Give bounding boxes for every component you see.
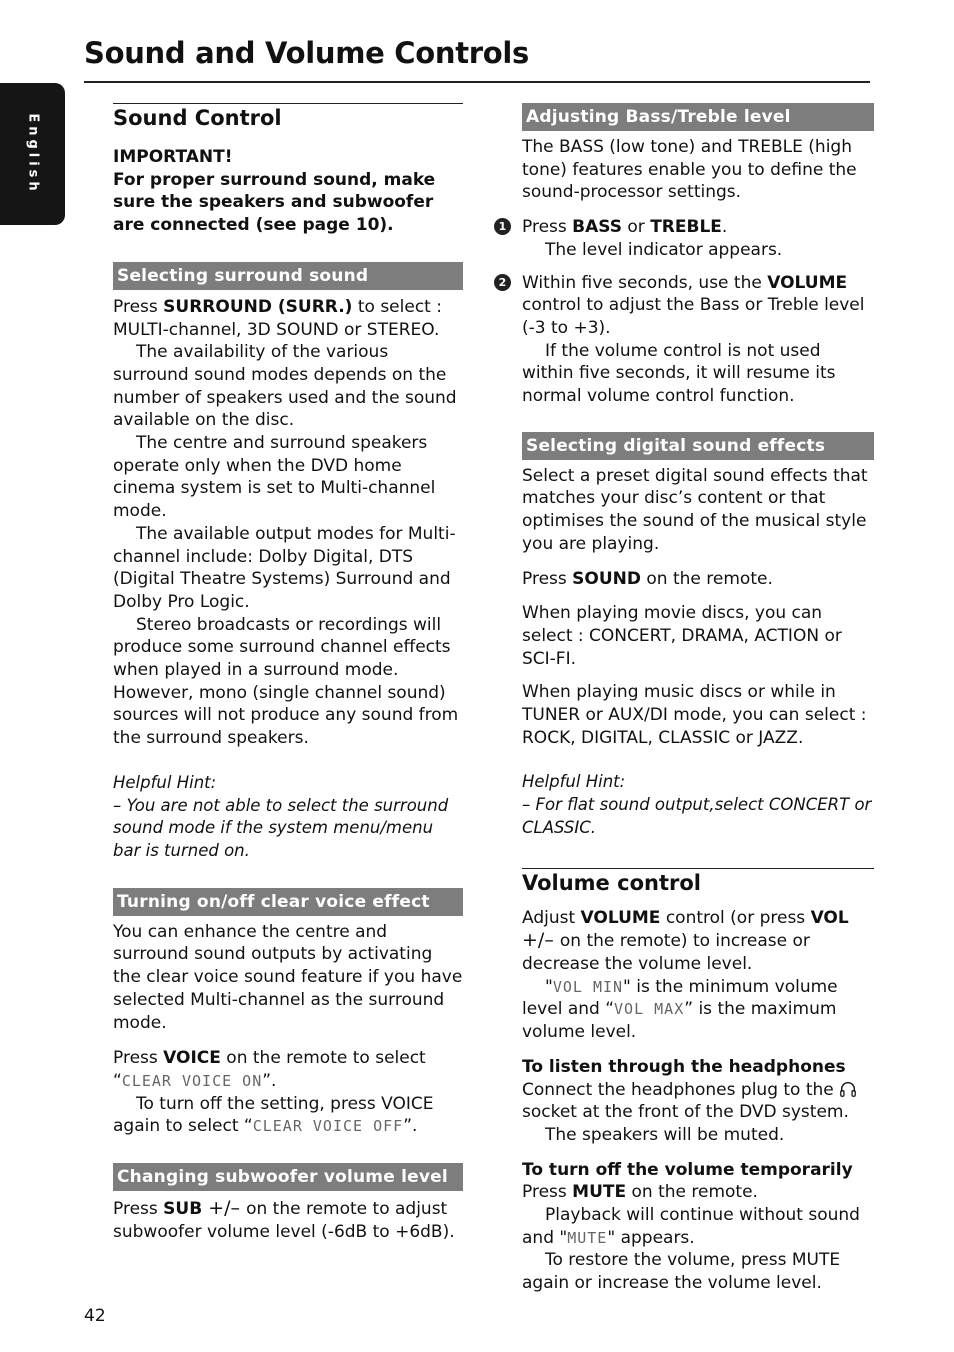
- display-clear-voice-off: CLEAR VOICE OFF: [252, 1117, 404, 1136]
- voice-off-text: To turn off the setting, press VOICE again to select “: [113, 1093, 434, 1137]
- quote-open: ": [545, 976, 553, 997]
- surround-para-stereo: Stereo broadcasts or recordings will produce some surround channel effects when played in a surround mode. However, mono (single channel sound) sources will not produce any sound from the surround speakers.: [113, 614, 459, 749]
- treble-key: TREBLE: [650, 217, 722, 238]
- language-tab: [0, 83, 65, 225]
- headphones-text-a: Connect the headphones plug to the: [522, 1079, 840, 1100]
- subwoofer-instruction: [113, 1197, 463, 1243]
- title-rule: [84, 81, 870, 83]
- sound-control-heading: Sound Control: [113, 103, 463, 131]
- mute-note: [522, 1204, 874, 1249]
- display-mute: MUTE: [567, 1228, 608, 1247]
- effects-hint-text: – For flat sound output,select CONCERT or CLASSIC.: [522, 795, 872, 837]
- voice-section-title: Turning on/off clear voice effect: [113, 888, 463, 916]
- effects-intro: Select a preset digital sound effects that matches your disc’s content or that optimises the sound of the musical style you are playing.: [522, 465, 868, 554]
- subwoofer-section-title: Changing subwoofer volume level: [113, 1163, 463, 1191]
- or-text: or: [622, 217, 651, 238]
- volume-text-1: control (or press: [660, 907, 811, 928]
- surround-section-title: Selecting surround sound: [113, 262, 463, 290]
- vol-key: VOL: [810, 907, 849, 928]
- press-text: Press: [113, 1048, 164, 1069]
- subwoofer-instruction-text: on the remote to adjust subwoofer volume level (-6dB to +6dB).: [113, 1199, 455, 1242]
- headphones-instruction: [522, 1079, 874, 1124]
- effects-music: When playing music discs or while in TUNER or AUX/DI mode, you can select : ROCK, DIGITAL, CLASSIC or JAZZ.: [522, 682, 867, 748]
- press-text: Press: [113, 296, 164, 317]
- right-column: [498, 103, 874, 1295]
- volume-text-4: ” is the maximum volume level.: [522, 999, 837, 1043]
- voice-instruction-text: on the remote to select “: [113, 1048, 426, 1091]
- mute-instruction-end: on the remote.: [626, 1182, 758, 1203]
- volume-instruction: [522, 906, 874, 976]
- bass-step-1: [498, 216, 874, 261]
- display-clear-voice-on: CLEAR VOICE ON: [121, 1071, 263, 1090]
- bass-step-2-text: [522, 272, 874, 340]
- volume-text-2: on the remote) to increase or decrease the volume level.: [522, 931, 810, 974]
- voice-intro: You can enhance the centre and surround sound outputs by activating the clear voice sound feature if you have selected Multi-channel as the surround mode.: [113, 921, 463, 1033]
- sound-key: SOUND: [572, 568, 641, 589]
- mute-title: To turn off the volume temporarily: [522, 1159, 853, 1180]
- headphones-title: To listen through the headphones: [522, 1056, 846, 1077]
- plus-minus-symbol: +/–: [522, 929, 560, 952]
- volume-key: VOLUME: [580, 907, 661, 928]
- voice-key: VOICE: [163, 1048, 221, 1069]
- surround-para-centre: The centre and surround speakers operate only when the DVD home cinema system is set to Multi-channel mode.: [113, 433, 436, 522]
- plus-minus-symbol: +/–: [202, 1197, 247, 1220]
- effects-movie: When playing movie discs, you can select : CONCERT, DRAMA, ACTION or SCI-FI.: [522, 603, 842, 669]
- press-text: Press: [522, 568, 573, 589]
- headphones-icon: [839, 1080, 857, 1098]
- bass-step-2-note: If the volume control is not used within five seconds, it will resume its normal volume control function.: [522, 340, 836, 407]
- mute-instruction: [522, 1181, 874, 1204]
- surround-instruction: [113, 296, 463, 341]
- effects-instruction-end: on the remote.: [641, 568, 773, 589]
- press-text: Press: [522, 1182, 573, 1203]
- mute-text-a: Playback will continue without sound and ": [522, 1205, 860, 1248]
- step-number-2: 2: [494, 274, 511, 291]
- mute-key: MUTE: [572, 1182, 627, 1203]
- surround-hint-label: Helpful Hint:: [113, 772, 217, 792]
- display-vol-max: VOL MAX: [614, 1000, 685, 1019]
- volume-control-heading: Volume control: [522, 868, 874, 896]
- bass-section-title: Adjusting Bass/Treble level: [522, 103, 874, 131]
- bass-step-1-text: [522, 216, 874, 239]
- quote-end: ”.: [262, 1070, 277, 1091]
- left-column: [113, 103, 463, 1243]
- mute-text-b: " appears.: [607, 1227, 695, 1248]
- headphones-note: The speakers will be muted.: [545, 1124, 785, 1145]
- volume-text-3: " is the minimum volume level and “: [522, 976, 838, 1020]
- effects-section-title: Selecting digital sound effects: [522, 432, 874, 460]
- period: .: [721, 217, 728, 238]
- page-number: 42: [84, 1306, 106, 1326]
- bass-key: BASS: [572, 217, 622, 238]
- press-text: Press: [113, 1199, 164, 1220]
- sub-key: SUB: [163, 1199, 203, 1220]
- volume-key: VOLUME: [767, 272, 848, 293]
- adjust-text: Adjust: [522, 907, 581, 928]
- volume-range-note: [522, 976, 874, 1044]
- language-tab-label: English: [25, 113, 40, 195]
- bass-step-1-result: The level indicator appears.: [545, 239, 783, 260]
- bass-step-2: [498, 272, 874, 408]
- step-2-text-a: Within five seconds, use the: [522, 272, 768, 293]
- restore-volume-note: To restore the volume, press MUTE again or increase the volume level.: [522, 1250, 841, 1294]
- press-text: Press: [522, 217, 573, 238]
- important-label: IMPORTANT!: [113, 147, 233, 167]
- surround-instruction-text: to select : MULTI-channel, 3D SOUND or STEREO.: [113, 296, 442, 340]
- bass-intro: The BASS (low tone) and TREBLE (high tone) features enable you to define the sound-processor settings.: [522, 137, 857, 203]
- surround-hint-text: – You are not able to select the surround sound mode if the system menu/menu bar is turned on.: [113, 795, 449, 860]
- surround-key: SURROUND (SURR.): [163, 296, 353, 317]
- voice-off-instruction: [113, 1093, 463, 1138]
- display-vol-min: VOL MIN: [552, 977, 624, 996]
- effects-hint-label: Helpful Hint:: [522, 772, 626, 792]
- step-2-text-b: control to adjust the Bass or Treble level (-3 to +3).: [522, 295, 865, 338]
- step-number-1: 1: [494, 218, 511, 235]
- page-title: Sound and Volume Controls: [84, 36, 530, 70]
- effects-instruction: [522, 568, 874, 591]
- headphones-text-b: socket at the front of the DVD system.: [522, 1102, 849, 1123]
- quote-end: ”.: [403, 1116, 418, 1137]
- surround-para-modes: The available output modes for Multi-channel include: Dolby Digital, DTS (Digital Theatre Systems) Surround and Dolby Pro Logic.: [113, 523, 456, 612]
- voice-instruction: [113, 1047, 463, 1092]
- important-text: For proper surround sound, make sure the speakers and subwoofer are connected (see page 10).: [113, 169, 436, 236]
- surround-para-availability: The availability of the various surround sound modes depends on the number of speakers used and the sound available on the disc.: [113, 342, 457, 431]
